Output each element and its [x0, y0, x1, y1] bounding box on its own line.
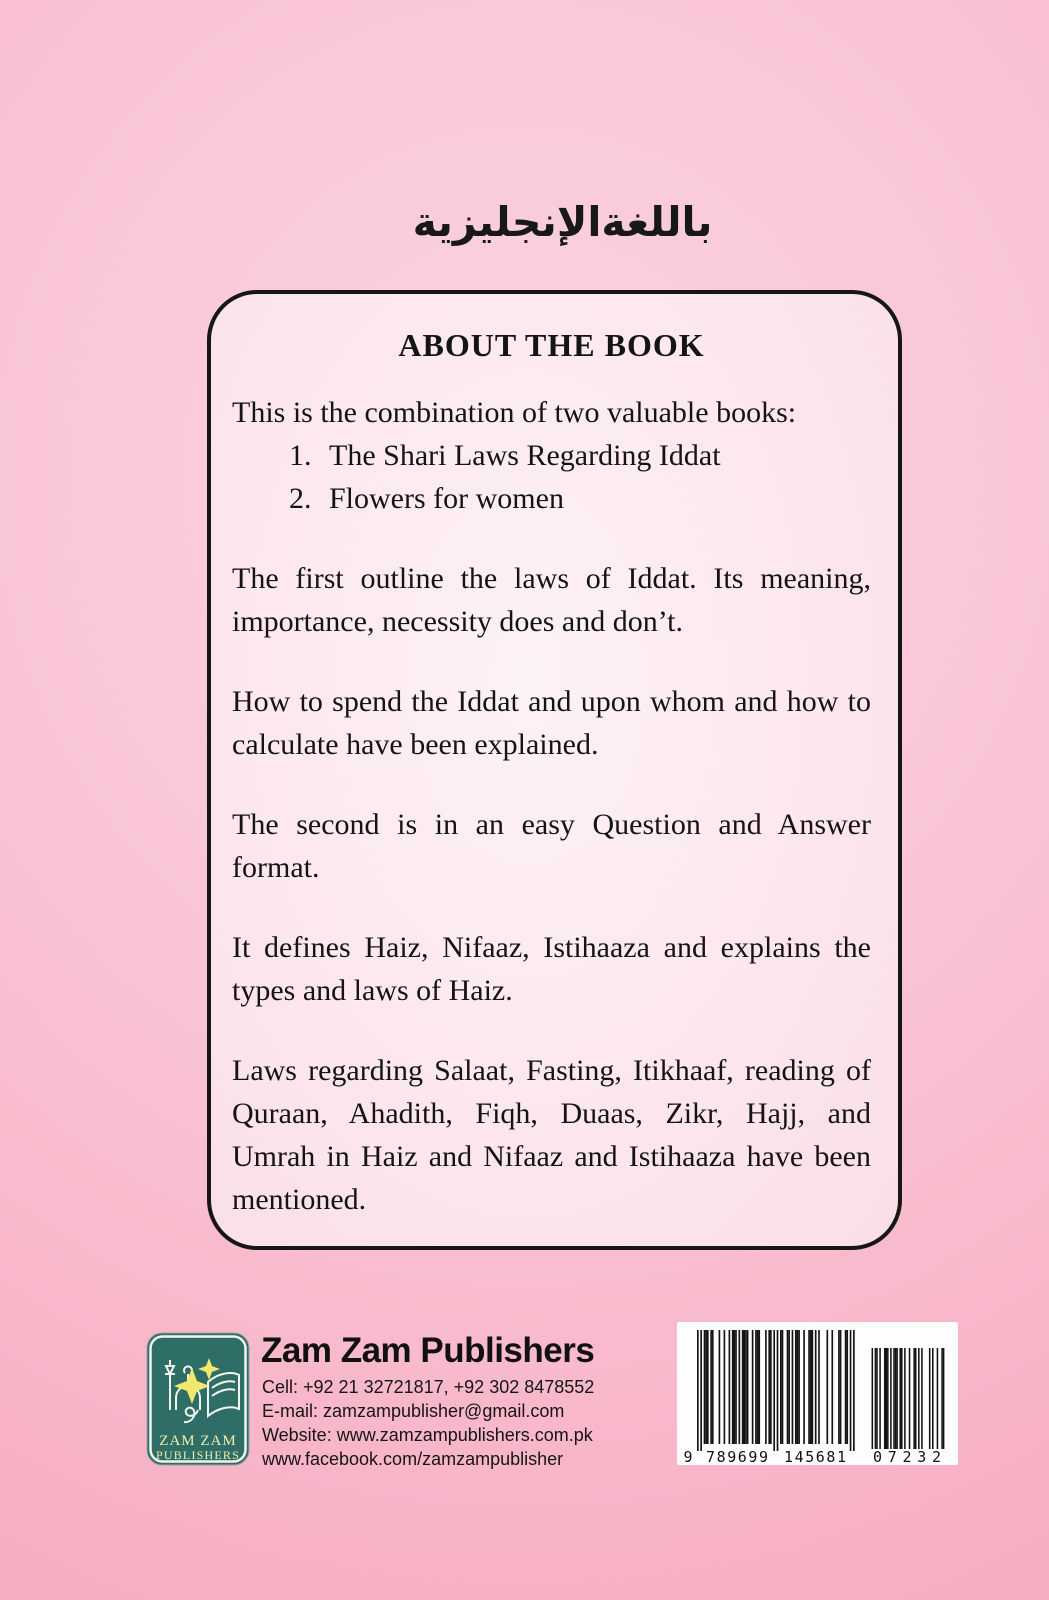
list-item-text: Flowers for women — [329, 482, 564, 515]
about-paragraph: Laws regarding Salaat, Fasting, Itikhaaf, reading of Quraan, Ahadith, Fiqh, Duaas, Zikr, Hajj, and Umrah in Haiz and Nifaaz and Istihaaza have been mentioned. — [232, 1054, 871, 1216]
barcode-first-digit: 9 — [683, 1448, 693, 1465]
barcode-bars — [677, 1322, 958, 1465]
list-item-text: The Shari Laws Regarding Iddat — [329, 439, 721, 472]
publisher-logo — [146, 1332, 250, 1466]
publisher-contacts — [262, 1375, 594, 1471]
about-body — [232, 391, 871, 1221]
arabic-language-label: باللغةالإنجليزية — [412, 198, 713, 246]
barcode-right-group: 145681 — [784, 1448, 846, 1465]
about-intro: This is the combination of two valuable books: — [232, 396, 797, 429]
list-item-number: 2. — [289, 482, 312, 515]
publisher-cell-line: Cell: +92 21 32721817, +92 302 8478552 — [262, 1377, 595, 1397]
publisher-facebook-line: www.facebook.com/zamzampublisher — [262, 1449, 564, 1469]
isbn-barcode — [677, 1322, 958, 1465]
list-item-number: 1. — [289, 439, 312, 472]
about-the-book-panel — [207, 290, 902, 1250]
about-paragraph: The first outline the laws of Iddat. Its meaning, importance, necessity does and don’t. — [232, 562, 871, 638]
logo-text-line2: PUBLISHERS — [155, 1448, 241, 1462]
about-paragraph: How to spend the Iddat and upon whom and how to calculate have been explained. — [232, 685, 871, 761]
barcode-left-group: 789699 — [706, 1448, 768, 1465]
about-title: ABOUT THE BOOK — [398, 327, 705, 363]
publisher-name: Zam Zam Publishers — [261, 1331, 595, 1370]
list-item — [232, 434, 871, 477]
mosque-book-logo-icon — [146, 1332, 250, 1466]
list-item — [232, 477, 871, 520]
logo-text-line1: ZAM ZAM — [159, 1433, 237, 1449]
about-paragraph: The second is in an easy Question and Answer format. — [232, 808, 871, 884]
publisher-website-line: Website: www.zamzampublishers.com.pk — [262, 1425, 593, 1445]
barcode-addon-digits: 07232 — [873, 1448, 941, 1465]
publisher-email-line: E-mail: zamzampublisher@gmail.com — [262, 1401, 565, 1421]
book-list — [232, 434, 871, 520]
about-paragraph: It defines Haiz, Nifaaz, Istihaaza and explains the types and laws of Haiz. — [232, 931, 871, 1007]
